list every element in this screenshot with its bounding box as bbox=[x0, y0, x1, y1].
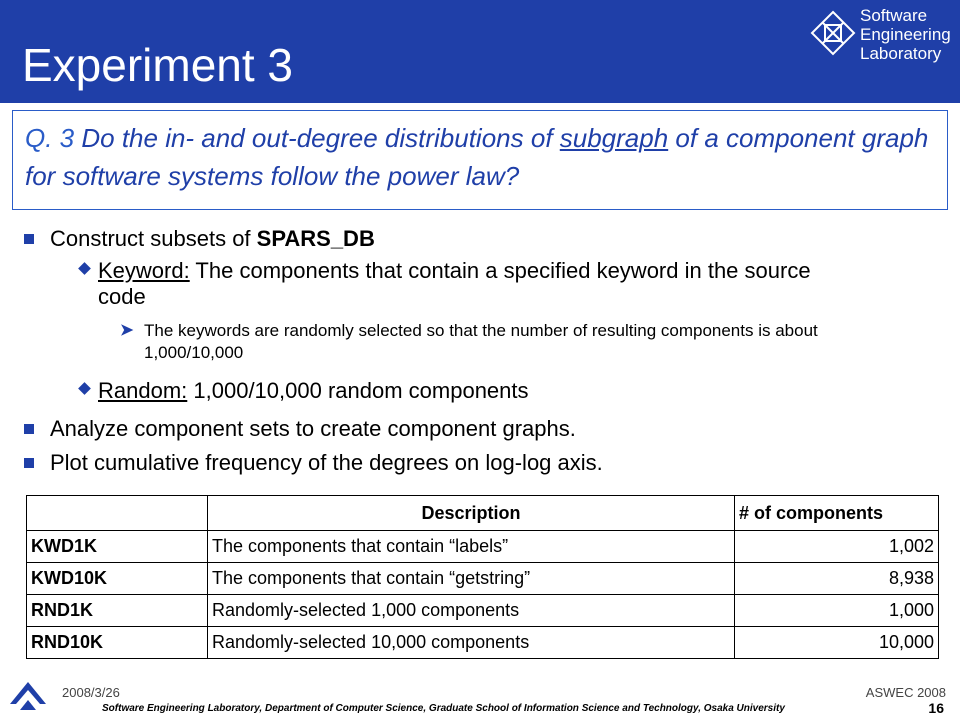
lab-logo-text: Software Engineering Laboratory bbox=[860, 6, 951, 63]
subset-table bbox=[26, 495, 939, 659]
footer-conference: ASWEC 2008 bbox=[865, 685, 946, 700]
question-box bbox=[12, 110, 948, 210]
question-text: Q. 3 Do the in- and out-degree distributions of subgraph of a component graph for software systems follow the power law? bbox=[25, 123, 929, 191]
footer-date: 2008/3/26 bbox=[62, 685, 120, 700]
lab-logo-icon bbox=[810, 10, 856, 56]
table-row: RND1K Randomly-selected 1,000 components 1,000 bbox=[27, 595, 939, 627]
slide-title: Experiment 3 bbox=[22, 39, 294, 91]
square-bullet-icon bbox=[24, 458, 34, 468]
title-bar bbox=[0, 0, 960, 103]
subgraph-term: subgraph bbox=[559, 123, 669, 153]
table-header: Description bbox=[208, 496, 735, 531]
diamond-bullet-icon bbox=[78, 262, 91, 275]
square-bullet-icon bbox=[24, 424, 34, 434]
table-row: KWD10K The components that contain “getstring” 8,938 bbox=[27, 563, 939, 595]
university-logo-icon bbox=[6, 674, 50, 718]
question-label: Q. 3 bbox=[25, 123, 75, 153]
diamond-bullet-icon bbox=[78, 382, 91, 395]
table-row: RND10K Randomly-selected 10,000 components 10,000 bbox=[27, 627, 939, 659]
arrow-bullet-icon: ➤ bbox=[120, 322, 134, 339]
table-header-row bbox=[27, 496, 939, 531]
square-bullet-icon bbox=[24, 234, 34, 244]
table-row: KWD1K The components that contain “labels” 1,002 bbox=[27, 531, 939, 563]
table-header: # of components bbox=[735, 496, 939, 531]
spars-db-label: SPARS_DB bbox=[256, 226, 375, 251]
lab-logo bbox=[808, 4, 958, 70]
page-number: 16 bbox=[928, 700, 944, 716]
table-header bbox=[27, 496, 208, 531]
footer-lab-name: Software Engineering Laboratory, Department of Computer Science, Graduate School of Information Science and Technology, Osaka University bbox=[102, 703, 785, 714]
